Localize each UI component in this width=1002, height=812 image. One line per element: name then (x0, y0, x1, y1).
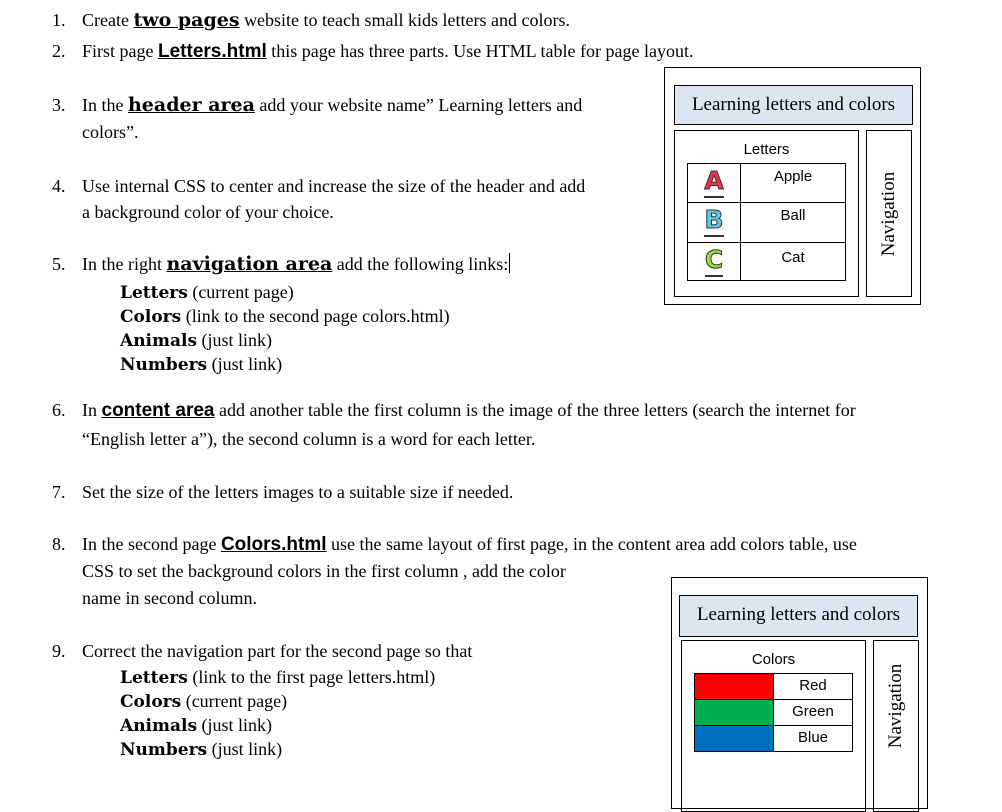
item-text-line2: “English letter a”), the second column is a word for each letter. (82, 429, 536, 449)
keyword-header-area: header area (127, 94, 255, 116)
color-swatch-cell (695, 674, 774, 700)
table-row (688, 243, 846, 281)
item-text: Correct the navigation part for the second page so that (82, 641, 473, 661)
word-cell (741, 164, 846, 203)
item-text: Set the size of the letters images to a suitable size if needed. (82, 482, 514, 502)
list-item: Animals (just link) (120, 715, 273, 736)
color-name-green: Green (792, 703, 834, 720)
color-name-blue: Blue (797, 729, 829, 746)
table-row (695, 726, 853, 752)
item-number: 7. (52, 482, 66, 502)
word-cat: Cat (781, 249, 805, 266)
item-text: In the header area add your website name” Learning letters and (82, 94, 583, 116)
item-number: 1. (52, 10, 66, 30)
content-caption: Colors (751, 651, 796, 668)
word-cell (741, 203, 846, 243)
mockup-navigation-area (873, 640, 919, 812)
list-item: Numbers (just link) (120, 739, 283, 760)
list-item: Colors (link to the second page colors.html) (120, 306, 450, 327)
table-row (695, 700, 853, 726)
letter-a-image: A (704, 164, 723, 198)
color-swatch-cell (695, 726, 774, 752)
text-cursor (509, 253, 510, 273)
navigation-label: Navigation (878, 171, 899, 256)
mockup-header: Learning letters and colors (674, 85, 913, 125)
letter-image-cell (688, 164, 741, 203)
navigation-label: Navigation (885, 663, 906, 748)
item-text: In content area add another table the first column is the image of the three letters (search the internet for (82, 400, 856, 421)
letters-table (687, 163, 846, 281)
links-list-page2 (120, 666, 435, 762)
keyword-letters-html: Letters.html (158, 41, 267, 62)
list-item: Numbers (just link) (120, 354, 283, 375)
word-apple: Apple (773, 168, 813, 185)
item-number: 5. (52, 254, 66, 274)
item-number: 2. (52, 41, 66, 61)
list-item: Letters (current page) (120, 282, 294, 303)
color-name-red: Red (799, 677, 827, 694)
item-text-line2: a background color of your choice. (82, 202, 334, 222)
keyword-colors-html: Colors.html (220, 534, 327, 555)
letter-b-image: B (704, 203, 723, 237)
item-text: Create two pages website to teach small kids letters and colors. (82, 9, 570, 31)
keyword-navigation-area: navigation area (166, 253, 333, 275)
item-text: In the second page Colors.html use the same layout of first page, in the content area add colors table, use (82, 534, 857, 555)
mockup-content-area (674, 130, 859, 297)
keyword-two-pages: two pages (133, 9, 240, 31)
table-row (688, 164, 846, 203)
color-name-cell (774, 700, 853, 726)
item-number: 6. (52, 400, 66, 420)
item-number: 8. (52, 534, 66, 554)
links-list-page1 (120, 281, 450, 377)
letter-image-cell (688, 203, 741, 243)
list-item: Colors (current page) (120, 691, 288, 712)
mockup-navigation-area (866, 130, 912, 297)
color-name-cell (774, 726, 853, 752)
list-item: Animals (just link) (120, 330, 273, 351)
color-name-cell (774, 674, 853, 700)
item-text: In the right navigation area add the following links: (82, 253, 509, 275)
keyword-content-area: content area (101, 400, 215, 421)
item-number: 3. (52, 95, 66, 115)
item-text: First page Letters.html this page has three parts. Use HTML table for page layout. (82, 41, 694, 62)
item-number: 9. (52, 641, 66, 661)
mockup-content-area (681, 640, 866, 812)
item-text-line3: name in second column. (82, 588, 257, 608)
table-row (695, 674, 853, 700)
content-caption: Letters (743, 141, 790, 158)
colors-page-mockup (671, 577, 928, 809)
item-text-line2: colors”. (82, 122, 139, 142)
color-swatch-cell (695, 700, 774, 726)
mockup-header: Learning letters and colors (679, 595, 918, 637)
colors-table (694, 673, 853, 752)
letter-image-cell (688, 243, 741, 281)
letters-page-mockup (664, 67, 921, 305)
item-text-line2: CSS to set the background colors in the first column , add the color (82, 561, 566, 581)
list-item: Letters (link to the first page letters.html) (120, 667, 436, 688)
word-ball: Ball (780, 207, 806, 224)
word-cell (741, 243, 846, 281)
table-row (688, 203, 846, 243)
letter-c-image: C (705, 243, 723, 277)
item-text: Use internal CSS to center and increase the size of the header and add (82, 176, 586, 196)
item-number: 4. (52, 176, 66, 196)
